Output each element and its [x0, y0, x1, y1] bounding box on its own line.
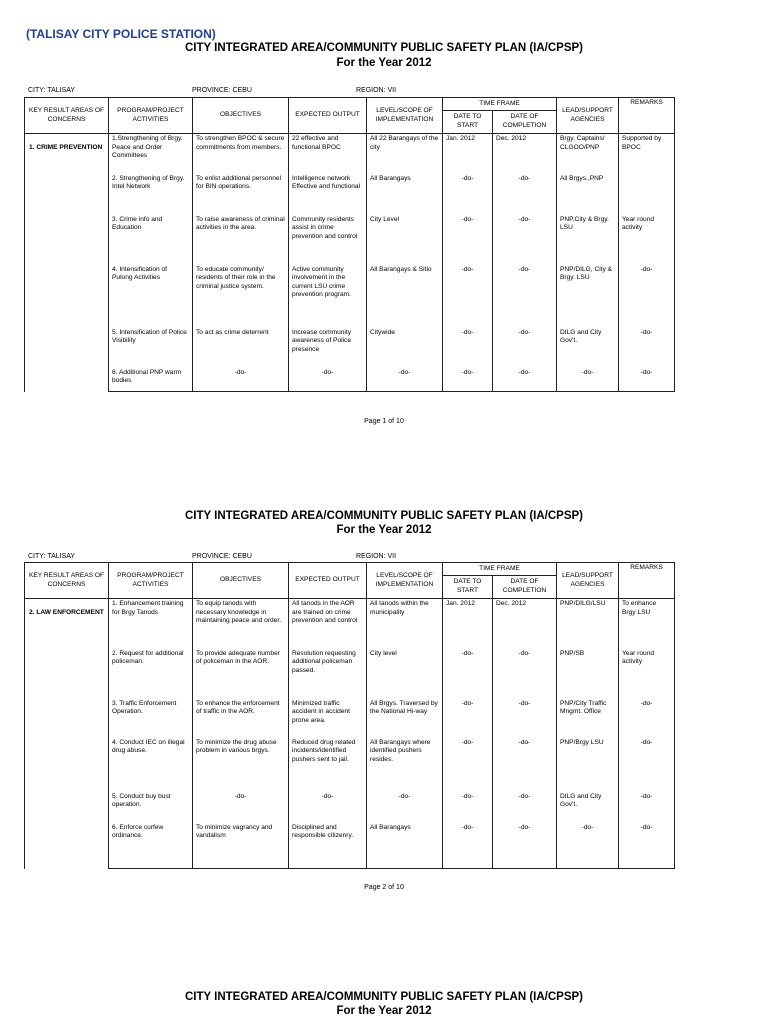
completion-cell: -do-: [493, 792, 557, 823]
program-cell: 2. Request for additional policeman.: [109, 649, 193, 699]
table-row: [25, 599, 675, 649]
completion-cell: -do-: [493, 368, 557, 392]
completion-cell: -do-: [493, 699, 557, 738]
level-cell: All Brgys. Traversed by the National Hi-way: [367, 699, 443, 738]
province-label: PROVINCE: CEBU: [192, 553, 252, 560]
output-cell: Resolution requesting additional policeman passed.: [289, 649, 367, 699]
agencies-cell: DILG and City Gov't.: [557, 792, 619, 823]
output-cell: -do-: [289, 368, 367, 392]
level-cell: All Barangays & Sitio: [367, 265, 443, 328]
level-cell: All Barangays where identified pushers resides.: [367, 738, 443, 792]
kra-cell: 1. CRIME PREVENTION: [25, 134, 109, 392]
city-label: CITY: TALISAY: [28, 553, 76, 560]
region-label: REGION: VII: [356, 87, 397, 94]
start-cell: -do-: [443, 792, 493, 823]
program-cell: 4. Intensification of Pulong Activities: [109, 265, 193, 328]
remarks-cell: -do-: [619, 792, 675, 823]
header-timeframe: TIME FRAME: [443, 563, 557, 576]
objective-cell: To act as crime deterrent: [193, 328, 289, 368]
agencies-cell: All Brgys.,PNP: [557, 174, 619, 215]
remarks-cell: -do-: [619, 368, 675, 392]
region-label: REGION: VII: [356, 553, 397, 560]
table-row: [25, 174, 675, 215]
start-cell: Jan. 2012: [443, 599, 493, 649]
kra-cell: 2. LAW ENFORCEMENT: [25, 599, 109, 869]
output-cell: -do-: [289, 792, 367, 823]
header-agencies: LEAD/SUPPORT AGENCIES: [557, 563, 619, 599]
objective-cell: -do-: [193, 792, 289, 823]
level-cell: Citywide: [367, 328, 443, 368]
header-level: LEVEL/SCOPE OF IMPLEMENTATION: [367, 98, 443, 134]
start-cell: -do-: [443, 328, 493, 368]
remarks-cell: -do-: [619, 699, 675, 738]
completion-cell: -do-: [493, 328, 557, 368]
level-cell: -do-: [367, 792, 443, 823]
remarks-cell: To enhance Brgy LSU: [619, 599, 675, 649]
plan-title: CITY INTEGRATED AREA/COMMUNITY PUBLIC SAFETY PLAN (IA/CPSP): [184, 991, 584, 1003]
output-cell: Reduced drug related incidents/identified pushers sent to jail.: [289, 738, 367, 792]
remarks-cell: -do-: [619, 823, 675, 869]
start-cell: -do-: [443, 174, 493, 215]
start-cell: -do-: [443, 738, 493, 792]
remarks-cell: [619, 174, 675, 215]
table-row: [25, 265, 675, 328]
header-start: DATE TO START: [443, 111, 493, 134]
objective-cell: To enlist additional personnel for BIN operations.: [193, 174, 289, 215]
plan-title: CITY INTEGRATED AREA/COMMUNITY PUBLIC SAFETY PLAN (IA/CPSP): [184, 510, 584, 522]
agencies-cell: PNP/City Traffic Mngmt. Office: [557, 699, 619, 738]
program-cell: 5. Conduct buy bust operation.: [109, 792, 193, 823]
header-agencies: LEAD/SUPPORT AGENCIES: [557, 98, 619, 134]
header-start: DATE TO START: [443, 576, 493, 599]
objective-cell: To equip tanods with necessary knowledge in maintaining peace and order.: [193, 599, 289, 649]
remarks-cell: -do-: [619, 328, 675, 368]
agencies-cell: -do-: [557, 823, 619, 869]
program-cell: 3. Crime info and Education: [109, 215, 193, 265]
completion-cell: -do-: [493, 215, 557, 265]
plan-year: For the Year 2012: [336, 524, 432, 536]
completion-cell: Dec. 2012: [493, 599, 557, 649]
plan-title: CITY INTEGRATED AREA/COMMUNITY PUBLIC SAFETY PLAN (IA/CPSP): [184, 42, 584, 54]
output-cell: Community residents assist in crime prevention and control: [289, 215, 367, 265]
header-remarks: REMARKS: [619, 98, 675, 134]
output-cell: Minimized traffic accident in accident prone area.: [289, 699, 367, 738]
agencies-cell: PNP/Brgy LSU: [557, 738, 619, 792]
start-cell: -do-: [443, 368, 493, 392]
program-cell: 5. Intensification of Police Visibility: [109, 328, 193, 368]
page-number: Page 1 of 10: [364, 418, 404, 425]
header-kra: KEY RESULT AREAS OF CONCERNS: [25, 98, 109, 134]
station-name: (TALISAY CITY POLICE STATION): [26, 27, 216, 41]
program-cell: 2. Strengthening of Brgy. Intel Network: [109, 174, 193, 215]
program-cell: 1. Enhancement training for Brgy Tanods: [109, 599, 193, 649]
output-cell: Increase community awareness of Police presence: [289, 328, 367, 368]
plan-table-page-2: [24, 562, 675, 869]
agencies-cell: PNP/DILG/LSU: [557, 599, 619, 649]
remarks-cell: -do-: [619, 265, 675, 328]
remarks-cell: Supported by BPOC: [619, 134, 675, 174]
output-cell: Active community involvement in the current LSU crime prevention program.: [289, 265, 367, 328]
table-row: [25, 328, 675, 368]
completion-cell: -do-: [493, 649, 557, 699]
level-cell: City level: [367, 649, 443, 699]
table-row: [25, 792, 675, 823]
location-line: [24, 552, 674, 562]
table-row: [25, 699, 675, 738]
table-row: [25, 368, 675, 392]
start-cell: -do-: [443, 699, 493, 738]
objective-cell: To provide adequate number of policeman in the AOR.: [193, 649, 289, 699]
table-row: [25, 823, 675, 869]
remarks-cell: Year round activity: [619, 215, 675, 265]
header-objectives: OBJECTIVES: [193, 563, 289, 599]
agencies-cell: PNP/SB: [557, 649, 619, 699]
remarks-cell: -do-: [619, 738, 675, 792]
level-cell: All 22 Barangays of the city: [367, 134, 443, 174]
objective-cell: To minimize the drug abuse problem in various brgys.: [193, 738, 289, 792]
agencies-cell: PNP,City & Brgy. LSU: [557, 215, 619, 265]
level-cell: All Barangays: [367, 174, 443, 215]
completion-cell: -do-: [493, 823, 557, 869]
program-cell: 3. Traffic Enforcement Operation.: [109, 699, 193, 738]
completion-cell: -do-: [493, 174, 557, 215]
program-cell: 6. Enforce curfew ordinance.: [109, 823, 193, 869]
output-cell: Intelligence network Effective and functional: [289, 174, 367, 215]
table-row: [25, 215, 675, 265]
level-cell: -do-: [367, 368, 443, 392]
objective-cell: To minimize vagrancy and vandalism: [193, 823, 289, 869]
start-cell: -do-: [443, 649, 493, 699]
header-kra: KEY RESULT AREAS OF CONCERNS: [25, 563, 109, 599]
plan-year: For the Year 2012: [336, 57, 432, 69]
plan-year: For the Year 2012: [336, 1005, 432, 1017]
agencies-cell: -do-: [557, 368, 619, 392]
plan-table-page-1: [24, 97, 675, 392]
program-cell: 6. Additional PNP warm bodies: [109, 368, 193, 392]
header-objectives: OBJECTIVES: [193, 98, 289, 134]
output-cell: 22 effective and functional BPOC: [289, 134, 367, 174]
province-label: PROVINCE: CEBU: [192, 87, 252, 94]
header-output: EXPECTED OUTPUT: [289, 563, 367, 599]
start-cell: -do-: [443, 215, 493, 265]
page-number: Page 2 of 10: [364, 884, 404, 891]
objective-cell: To strengthen BPOC & secure commitments from members.: [193, 134, 289, 174]
objective-cell: To raise awareness of criminal activities in the area.: [193, 215, 289, 265]
program-cell: 1.Strengthening of Brgy. Peace and Order Committees: [109, 134, 193, 174]
output-cell: Disciplined and responsible citizenry.: [289, 823, 367, 869]
header-level: LEVEL/SCOPE OF IMPLEMENTATION: [367, 563, 443, 599]
output-cell: All tanods in the AOR are trained on crime prevention and control: [289, 599, 367, 649]
objective-cell: To enhance the enforcement of traffic in the AOR.: [193, 699, 289, 738]
completion-cell: -do-: [493, 738, 557, 792]
level-cell: City Level: [367, 215, 443, 265]
header-remarks: REMARKS: [619, 563, 675, 599]
start-cell: -do-: [443, 823, 493, 869]
agencies-cell: Brgy. Captains/ CLGOO/PNP: [557, 134, 619, 174]
agencies-cell: DILG and City Gov't.: [557, 328, 619, 368]
header-completion: DATE OF COMPLETION: [493, 576, 557, 599]
header-timeframe: TIME FRAME: [443, 98, 557, 111]
objective-cell: -do-: [193, 368, 289, 392]
objective-cell: To educate community/ residents of their role in the criminal justice system.: [193, 265, 289, 328]
completion-cell: -do-: [493, 265, 557, 328]
start-cell: Jan. 2012: [443, 134, 493, 174]
header-program: PROGRAM/PROJECT ACTIVITIES: [109, 98, 193, 134]
table-row: [25, 649, 675, 699]
program-cell: 4. Conduct IEC on illegal drug abuse.: [109, 738, 193, 792]
completion-cell: Dec. 2012: [493, 134, 557, 174]
table-row: [25, 134, 675, 174]
table-row: [25, 738, 675, 792]
city-label: CITY: TALISAY: [28, 87, 76, 94]
agencies-cell: PNP/DILG, City & Brgy. LSU: [557, 265, 619, 328]
header-program: PROGRAM/PROJECT ACTIVITIES: [109, 563, 193, 599]
remarks-cell: Year round activity: [619, 649, 675, 699]
location-line: [24, 86, 674, 96]
level-cell: All Barangays: [367, 823, 443, 869]
header-completion: DATE OF COMPLETION: [493, 111, 557, 134]
start-cell: -do-: [443, 265, 493, 328]
level-cell: All tanods within the municipality: [367, 599, 443, 649]
header-output: EXPECTED OUTPUT: [289, 98, 367, 134]
